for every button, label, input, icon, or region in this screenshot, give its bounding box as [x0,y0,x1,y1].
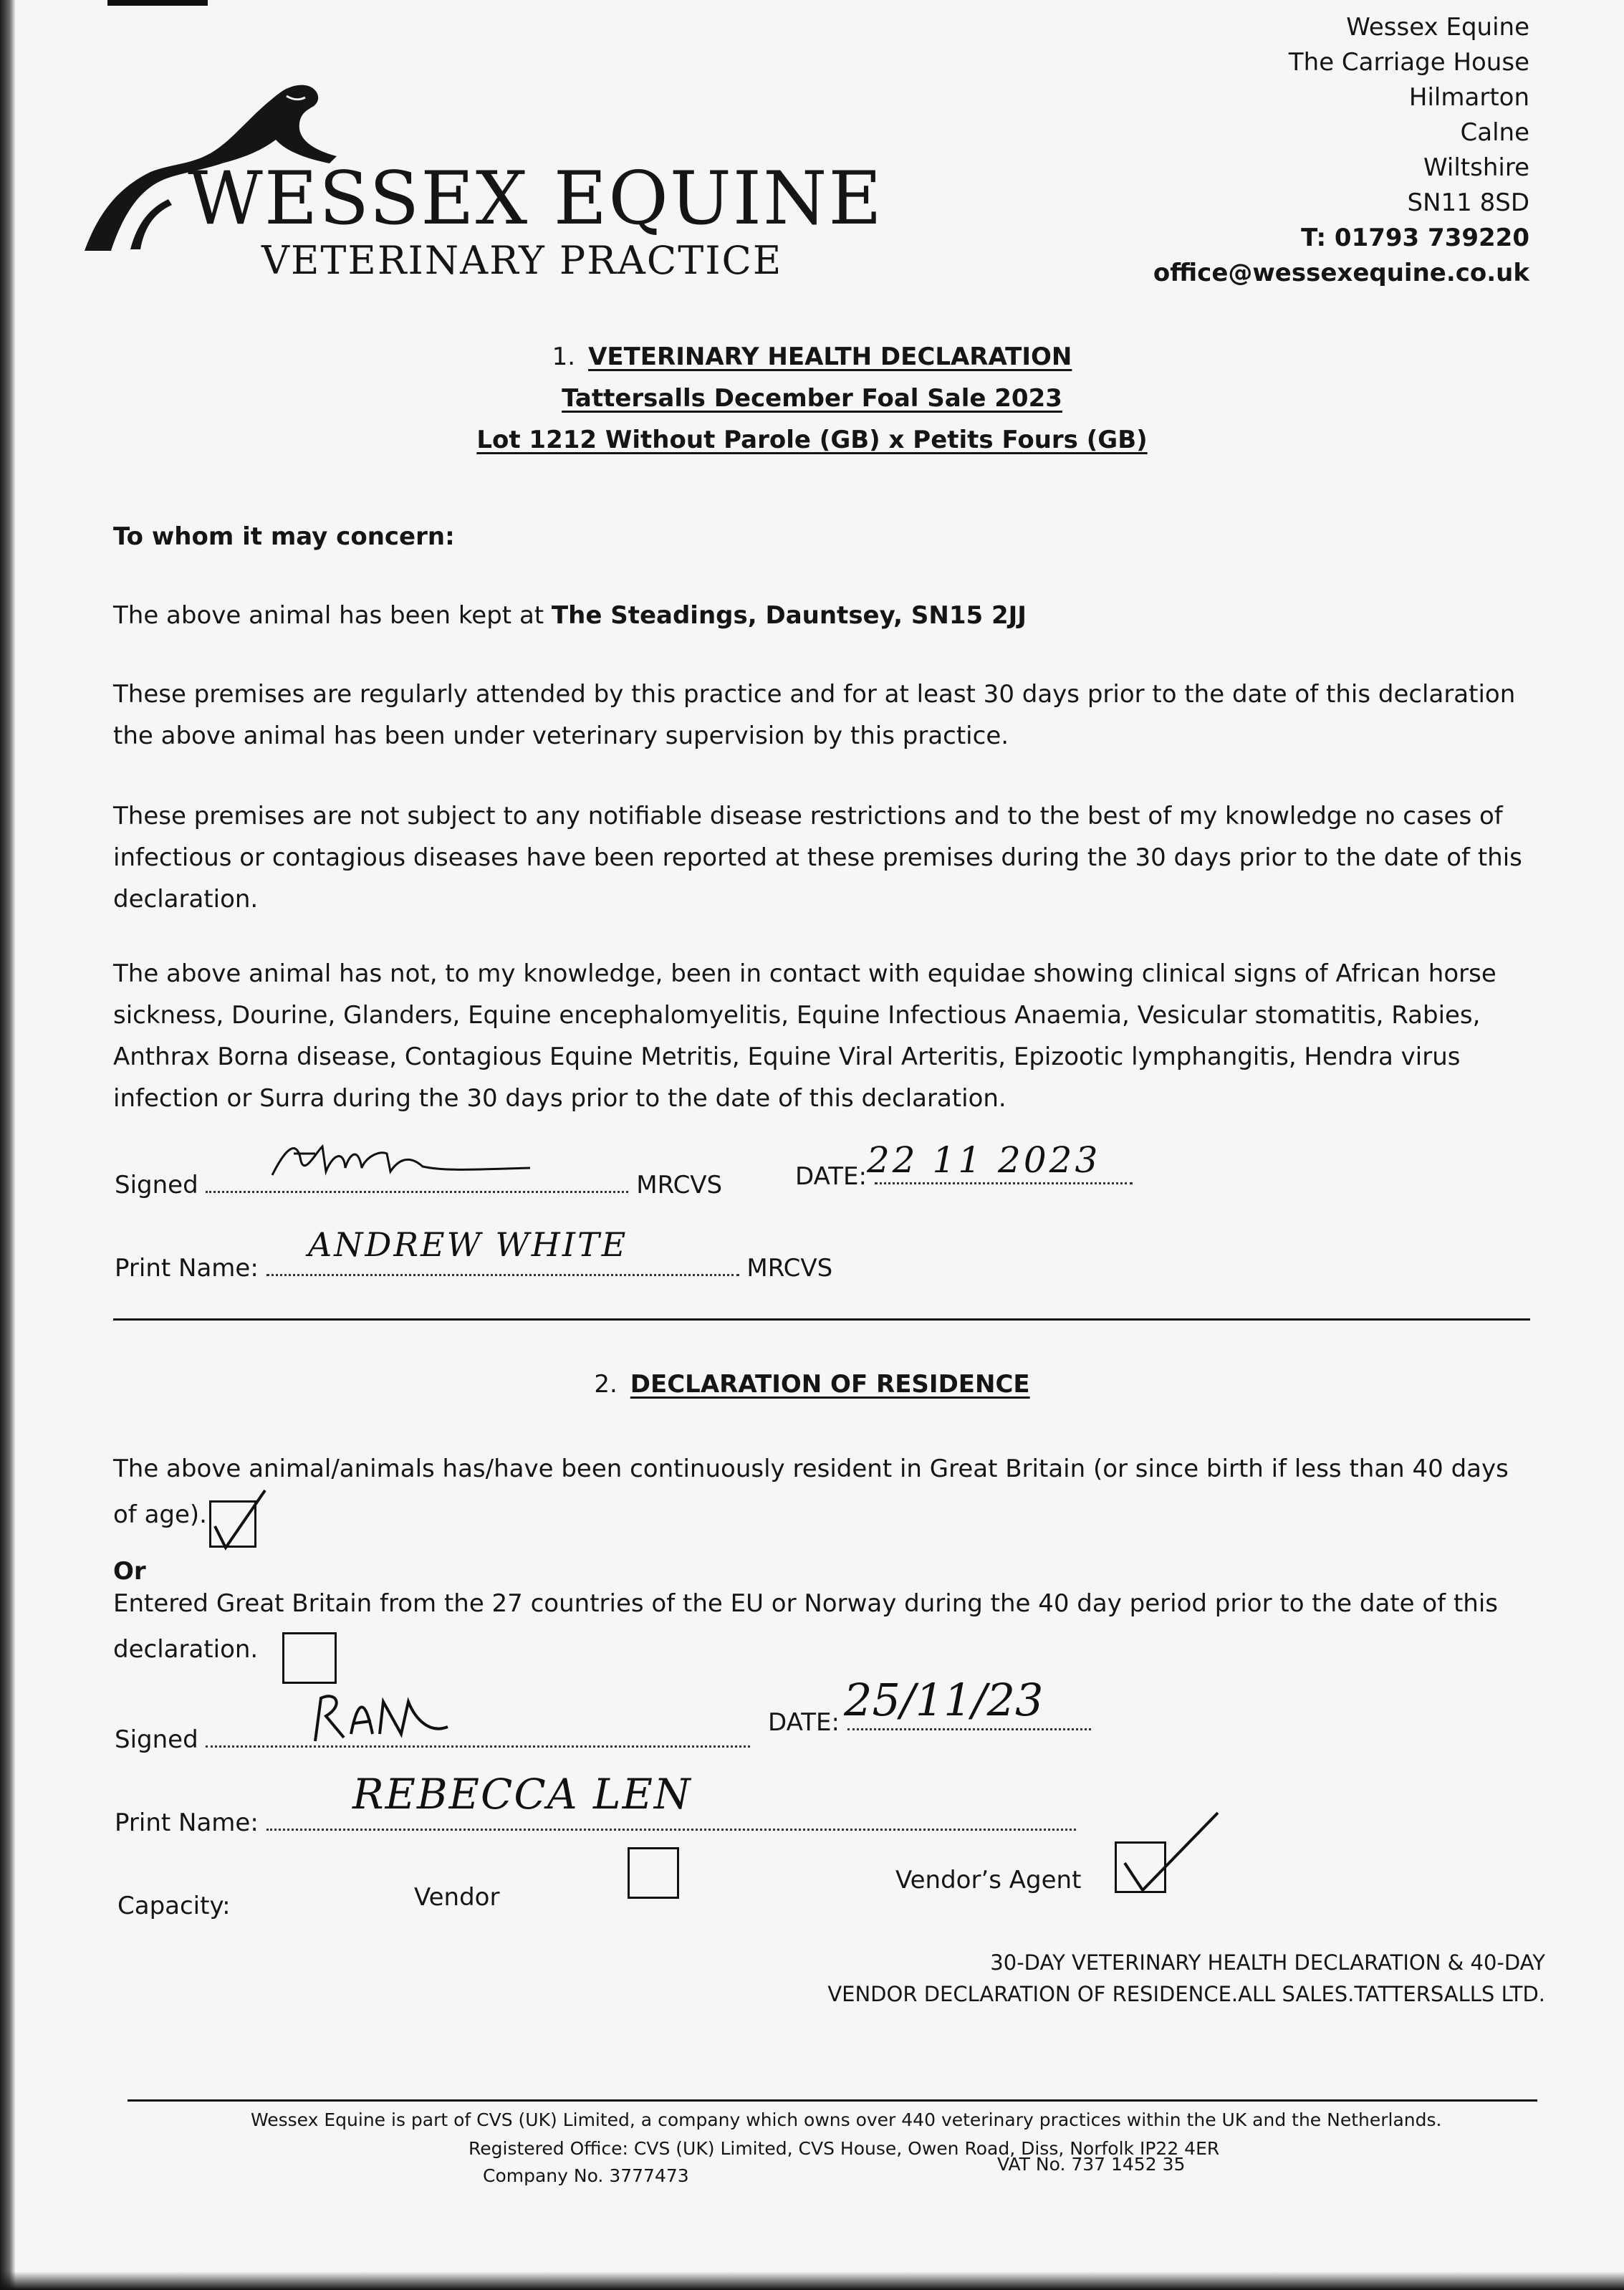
practice-email: office@wessexequine.co.uk [1153,259,1529,287]
entered-checkbox[interactable] [282,1632,337,1684]
section-divider [113,1318,1530,1321]
section1-number: 1. [552,342,576,371]
form-title-line2: VENDOR DECLARATION OF RESIDENCE.ALL SALES.TATTERSALLS LTD. [827,1982,1545,2006]
sale-title: Tattersalls December Foal Sale 2023 [562,384,1062,413]
page-edge-mark [107,0,208,6]
address-line: Calne [1460,118,1529,147]
contact-paragraph: The above animal has not, to my knowledge, been in contact with equidae showing clinical signs of African horse sickness, Dourine, Glanders, Equine encephalomyelitis, Equine Infectious Anaemia, Vesicular stomatitis, Rabies, Anthrax Borna disease, Contagious Equine Metritis, Equine Viral Arteritis, Epizootic lymphangitis, Hendra virus infection or Surra during the 30 days prior to the date of this declaration. [113,959,1496,1113]
address-line: Hilmarton [1408,83,1529,112]
vet-mrcvs-label: MRCVS [636,1171,723,1199]
footer-divider [128,2099,1537,2102]
lot-line [0,426,1624,454]
tick-icon [208,1483,272,1555]
vendor-date-label: DATE: [768,1708,840,1737]
vet-print-value: ANDREW WHITE [308,1225,628,1264]
kept-at-place: The Steadings, Dauntsey, SN15 2JJ [551,601,1027,630]
practice-address [1153,10,1529,291]
supervision-paragraph: These premises are regularly attended by this practice and for at least 30 days prior to the date of this declaration the above animal has been under veterinary supervision by this practice. [113,680,1516,750]
vet-print-mrcvs: MRCVS [746,1254,833,1283]
kept-at-statement [113,595,1532,636]
address-line: Wiltshire [1423,153,1529,182]
salutation: To whom it may concern: [113,522,455,551]
address-line: The Carriage House [1288,48,1529,77]
vet-date-label: DATE: [795,1162,867,1191]
address-line: Wessex Equine [1346,13,1529,42]
footer-registered-office: Registered Office: CVS (UK) Limited, CVS House, Owen Road, Diss, Norfolk IP22 4ER [469,2138,1220,2159]
footer-company-number: Company No. 3777473 [483,2165,689,2186]
section2-title: DECLARATION OF RESIDENCE [630,1370,1030,1399]
logo-title: WESSEX EQUINE [188,156,883,241]
address-postcode: SN11 8SD [1407,188,1529,217]
vendor-signed-label: Signed [115,1725,198,1754]
entered-statement: Entered Great Britain from the 27 countries of the EU or Norway during the 40 day period prior to the date of this declaration. [113,1589,1499,1664]
form-title-line1: 30-DAY VETERINARY HEALTH DECLARATION & 40-DAY [990,1950,1545,1975]
logo-subtitle: VETERINARY PRACTICE [261,238,783,283]
section2-heading [0,1370,1624,1399]
agent-option-label: Vendor’s Agent [895,1866,1082,1894]
vendor-signature [308,1684,451,1748]
vet-signature [265,1132,537,1189]
vendor-date-value: 25/11/23 [844,1674,1044,1726]
vendor-print-label: Print Name: [115,1808,259,1837]
vendor-option-label: Vendor [414,1883,500,1912]
vet-print-label: Print Name: [115,1254,259,1283]
capacity-label: Capacity: [117,1892,231,1920]
vet-date-value: 22 11 2023 [867,1139,1101,1181]
section1-heading [0,342,1624,371]
resident-statement: The above animal/animals has/have been continuously resident in Great Britain (or since birth if less than 40 days of age). [113,1455,1509,1529]
section1-title: VETERINARY HEALTH DECLARATION [588,342,1072,371]
section2-number: 2. [594,1370,618,1399]
lot-title: Lot 1212 Without Parole (GB) x Petits Fours (GB) [476,426,1148,454]
kept-at-prefix: The above animal has been kept at [113,601,552,630]
tick-icon [1118,1806,1225,1899]
vendor-print-value: REBECCA LEN [352,1770,692,1819]
sale-name [0,384,1624,413]
footer-vat-number: VAT No. 737 1452 35 [997,2154,1186,2175]
restrictions-paragraph: These premises are not subject to any notifiable disease restrictions and to the best of my knowledge no cases of infectious or contagious diseases have been reported at these premises during the 30 days prior to the date of this declaration. [113,802,1522,914]
or-label: Or [113,1557,146,1586]
vendor-signature-line[interactable] [206,1724,750,1748]
footer-company-statement: Wessex Equine is part of CVS (UK) Limited, a company which owns over 440 veterinary practices within the UK and the Netherlands. [251,2109,1442,2130]
vet-signed-label: Signed [115,1171,198,1199]
vendor-checkbox[interactable] [628,1847,679,1899]
practice-phone: T: 01793 739220 [1301,224,1529,252]
page-bottom-shadow [0,2271,1624,2290]
